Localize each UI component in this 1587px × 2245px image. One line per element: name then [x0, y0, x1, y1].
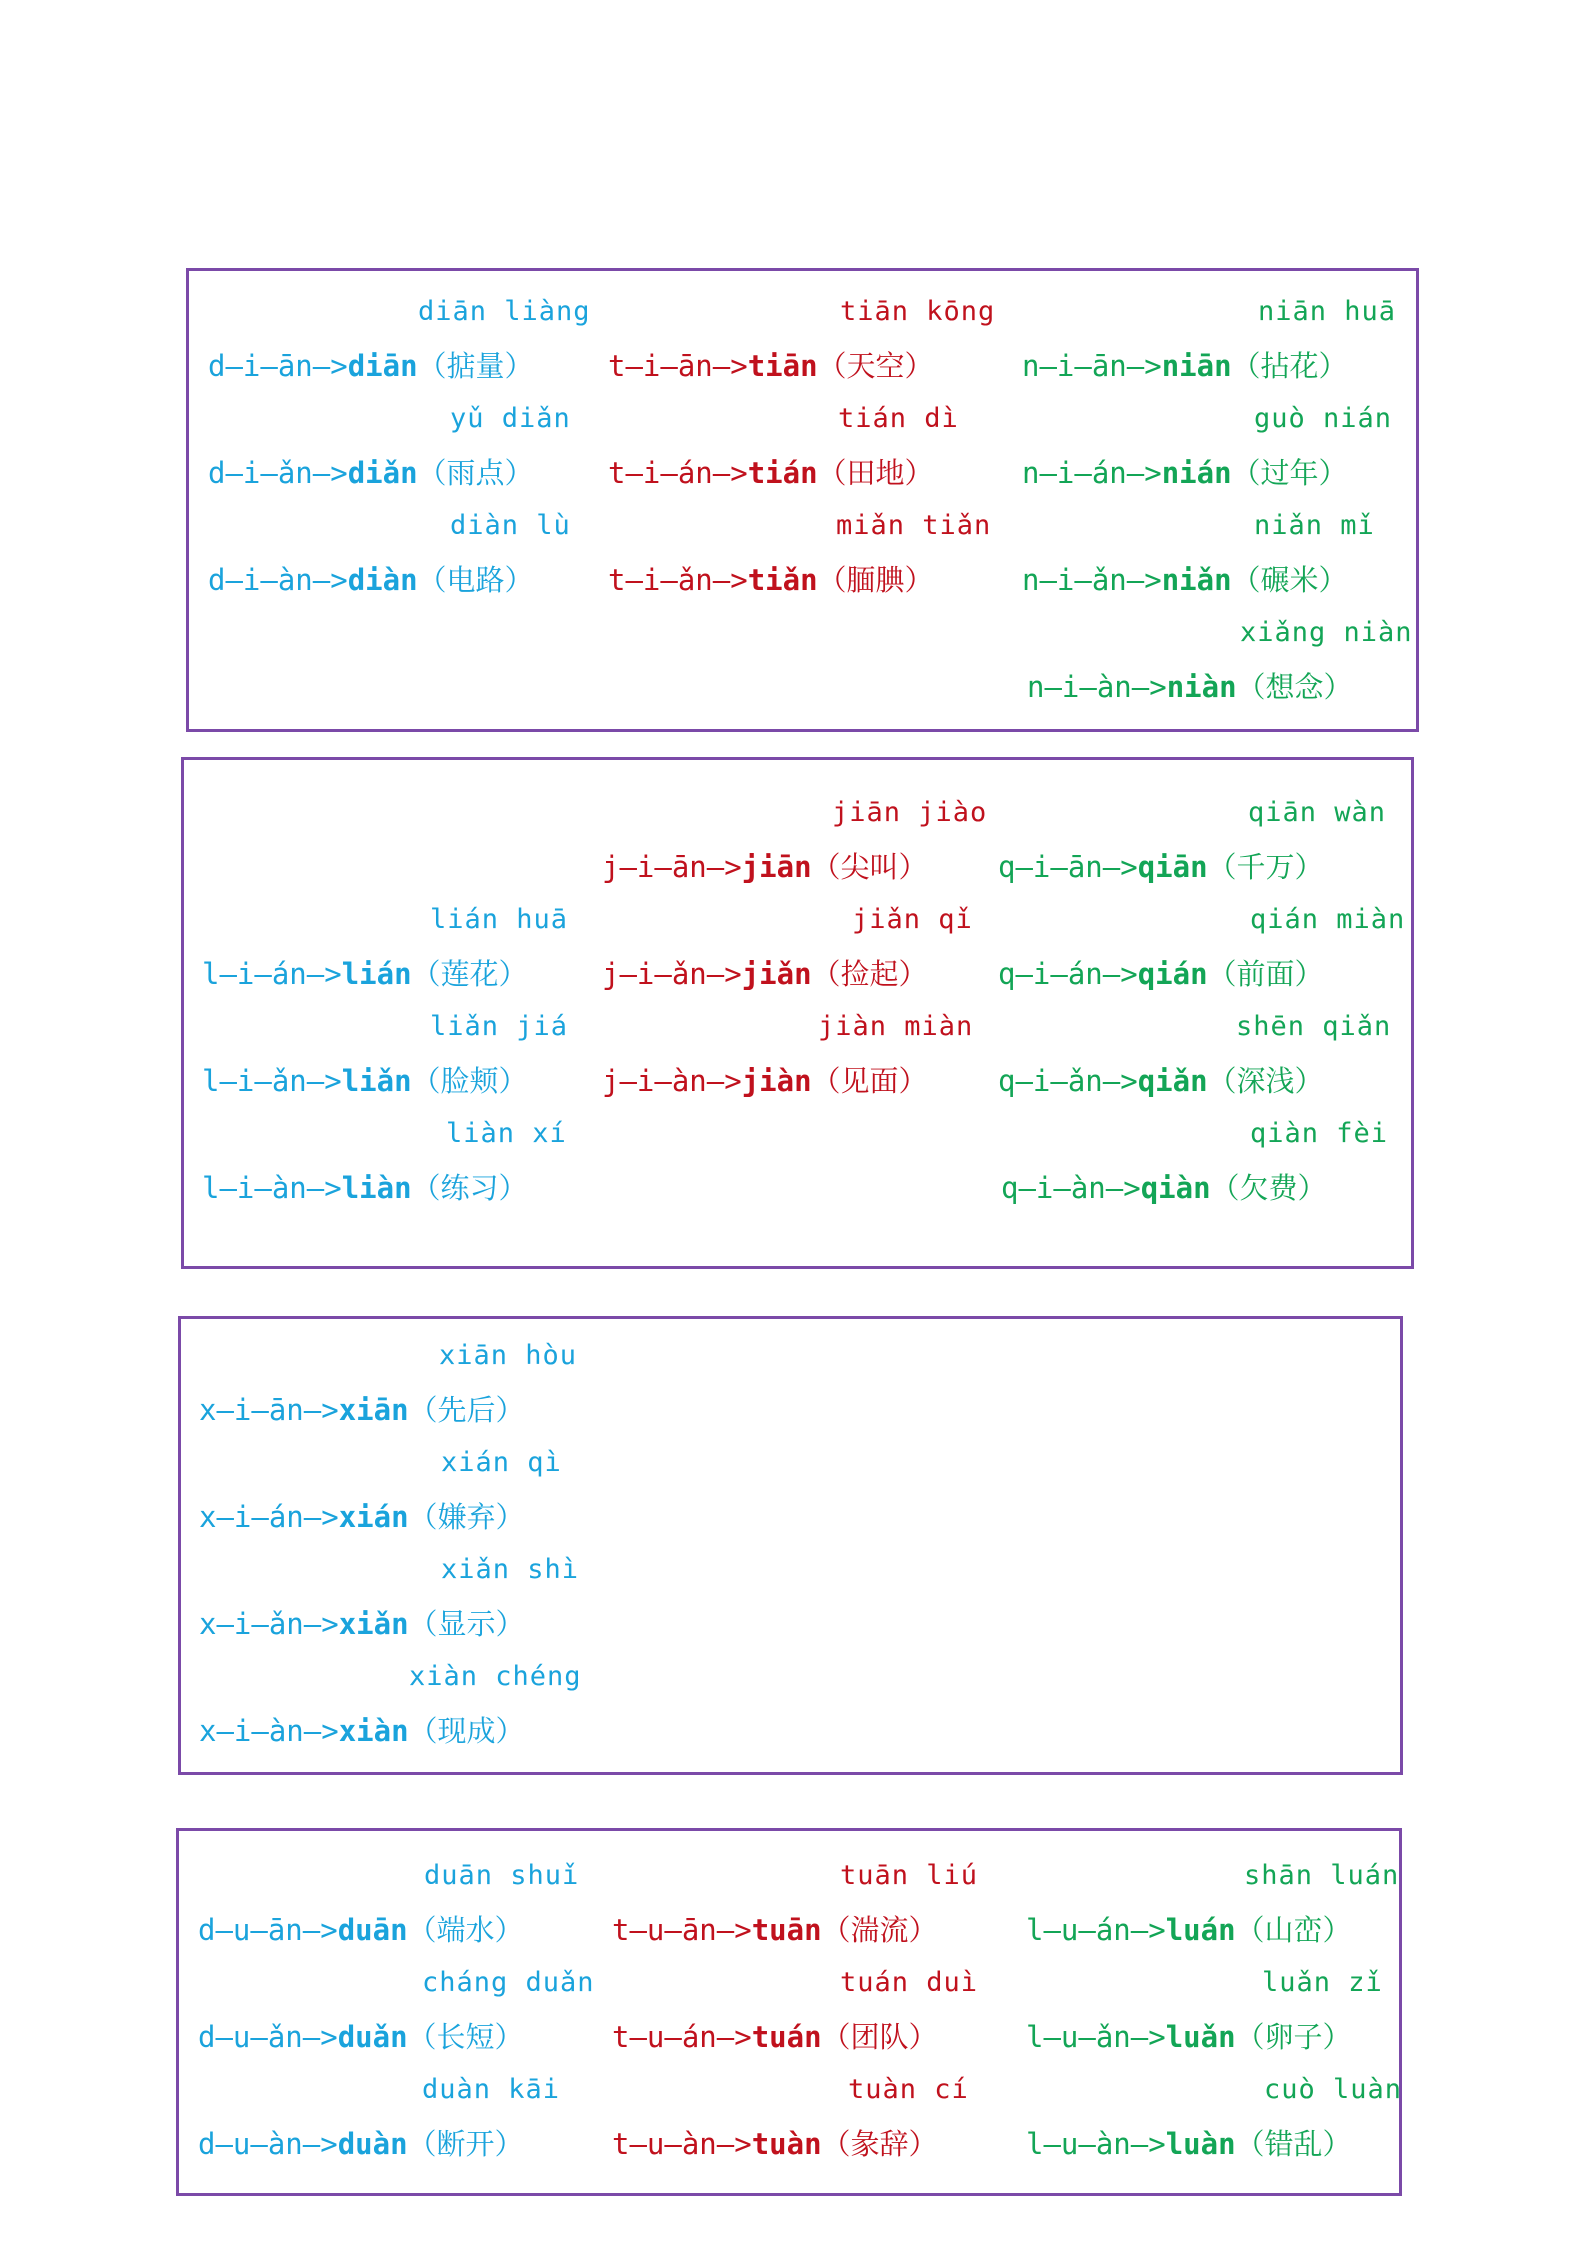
syllable-result: tiān [747, 349, 818, 383]
spelling-row [1026, 2122, 1352, 2163]
entry [198, 1860, 598, 1967]
pinyin-label: xiǎng niàn [1240, 617, 1413, 648]
syllable-result: duān [337, 1913, 408, 1947]
entry [208, 403, 608, 510]
spelling-row [1001, 1166, 1327, 1207]
entry [612, 1860, 1012, 1967]
entry [1022, 296, 1422, 403]
spelling-rule: j—i—ān—> [602, 850, 742, 884]
chinese-word: （显示） [408, 1607, 525, 1641]
spelling-rule: q—i—ǎn—> [998, 1064, 1138, 1098]
chinese-word: （断开） [407, 2127, 524, 2161]
syllable-result: diǎn [347, 456, 418, 490]
spelling-rule: t—i—ān—> [608, 349, 748, 383]
syllable-result: luǎn [1165, 2020, 1236, 2054]
pinyin-label: cuò luàn [1264, 2074, 1403, 2105]
syllable-result: duǎn [337, 2020, 408, 2054]
syllable-result: nián [1161, 456, 1232, 490]
chinese-word: （嫌弃） [408, 1500, 525, 1534]
chinese-word: （先后） [408, 1393, 525, 1427]
syllable-result: duàn [337, 2127, 408, 2161]
spelling-row [199, 1388, 525, 1429]
spelling-row [208, 344, 534, 385]
chinese-word: （莲花） [411, 957, 528, 991]
chinese-word: （前面） [1207, 957, 1324, 991]
chinese-word: （彖辞） [821, 2127, 938, 2161]
entry [199, 1340, 599, 1447]
syllable-result: qián [1137, 957, 1208, 991]
chinese-word: （捡起） [811, 957, 928, 991]
spelling-row [1022, 344, 1348, 385]
spelling-row [998, 952, 1324, 993]
syllable-result: qiǎn [1137, 1064, 1208, 1098]
entry [1026, 1967, 1426, 2074]
entry [608, 296, 1008, 403]
syllable-result: xiǎn [338, 1607, 409, 1641]
chinese-word: （腼腆） [817, 563, 934, 597]
entry [1022, 617, 1422, 724]
spelling-row [1022, 451, 1348, 492]
spelling-row [602, 1059, 928, 1100]
syllable-result: niǎn [1161, 563, 1232, 597]
spelling-rule: j—i—ǎn—> [602, 957, 742, 991]
spelling-rule: x—i—ān—> [199, 1393, 339, 1427]
entry [1022, 510, 1422, 617]
spelling-row [612, 2122, 938, 2163]
spelling-rule: x—i—ǎn—> [199, 1607, 339, 1641]
spelling-row [208, 558, 534, 599]
pinyin-label: duàn kāi [422, 2074, 561, 2105]
chinese-word: （天空） [817, 349, 934, 383]
spelling-row [602, 952, 928, 993]
pinyin-label: tiān kōng [840, 296, 996, 327]
spelling-rule: t—i—án—> [608, 456, 748, 490]
syllable-result: niàn [1166, 670, 1237, 704]
pinyin-label: diān liàng [418, 296, 591, 327]
spelling-rule: n—i—àn—> [1027, 670, 1167, 704]
spelling-rule: d—i—ǎn—> [208, 456, 348, 490]
chinese-word: （雨点） [417, 456, 534, 490]
spelling-rule: d—i—àn—> [208, 563, 348, 597]
spelling-rule: d—u—ān—> [198, 1913, 338, 1947]
pinyin-label: xiān hòu [439, 1340, 578, 1371]
spelling-rule: t—u—án—> [612, 2020, 752, 2054]
syllable-result: diàn [347, 563, 418, 597]
entry [608, 403, 1008, 510]
chinese-word: （练习） [411, 1171, 528, 1205]
chinese-word: （团队） [821, 2020, 938, 2054]
spelling-rule: t—u—ān—> [612, 1913, 752, 1947]
pinyin-label: liǎn jiá [430, 1011, 569, 1042]
syllable-result: jiǎn [741, 957, 812, 991]
spelling-row [612, 2015, 938, 2056]
pinyin-label: miǎn tiǎn [836, 510, 992, 541]
spelling-rule: q—i—ān—> [998, 850, 1138, 884]
pinyin-label: tián dì [838, 403, 959, 434]
spelling-rule: d—u—ǎn—> [198, 2020, 338, 2054]
entry [1026, 1860, 1426, 1967]
pinyin-label: qiān wàn [1248, 797, 1387, 828]
pinyin-label: tuān liú [840, 1860, 979, 1891]
chinese-word: （山峦） [1235, 1913, 1352, 1947]
spelling-row [1022, 558, 1348, 599]
spelling-rule: n—i—án—> [1022, 456, 1162, 490]
spelling-rule: l—u—ǎn—> [1026, 2020, 1166, 2054]
chinese-word: （碾米） [1231, 563, 1348, 597]
pinyin-label: xián qì [441, 1447, 562, 1478]
pinyin-label: qián miàn [1250, 904, 1406, 935]
pinyin-label: tuàn cí [848, 2074, 969, 2105]
chinese-word: （卵子） [1235, 2020, 1352, 2054]
spelling-row [208, 451, 534, 492]
chinese-word: （现成） [408, 1714, 525, 1748]
spelling-rule: q—i—àn—> [1001, 1171, 1141, 1205]
pinyin-label: jiān jiào [832, 797, 988, 828]
spelling-row [198, 1908, 524, 1949]
pinyin-label: guò nián [1254, 403, 1393, 434]
chinese-word: （想念） [1236, 670, 1353, 704]
syllable-result: lián [341, 957, 412, 991]
syllable-result: jiàn [741, 1064, 812, 1098]
chinese-word: （欠费） [1210, 1171, 1327, 1205]
spelling-row [608, 558, 934, 599]
entry [998, 1118, 1398, 1225]
spelling-rule: n—i—ān—> [1022, 349, 1162, 383]
spelling-row [608, 344, 934, 385]
entry [202, 1011, 602, 1118]
pinyin-label: xiàn chéng [409, 1661, 582, 1692]
entry [198, 2074, 598, 2181]
syllable-result: liàn [341, 1171, 412, 1205]
pinyin-label: luǎn zǐ [1262, 1967, 1383, 1998]
spelling-row [198, 2122, 524, 2163]
spelling-rule: d—i—ān—> [208, 349, 348, 383]
spelling-rule: t—i—ǎn—> [608, 563, 748, 597]
pinyin-label: niǎn mǐ [1254, 510, 1375, 541]
chinese-word: （电路） [417, 563, 534, 597]
spelling-row [202, 1059, 528, 1100]
syllable-result: qiān [1137, 850, 1208, 884]
chinese-word: （长短） [407, 2020, 524, 2054]
spelling-rule: l—u—án—> [1026, 1913, 1166, 1947]
spelling-rule: n—i—ǎn—> [1022, 563, 1162, 597]
syllable-result: tián [747, 456, 818, 490]
entry [199, 1661, 599, 1768]
entry [998, 1011, 1398, 1118]
pinyin-label: diàn lù [450, 510, 571, 541]
chinese-word: （掂量） [417, 349, 534, 383]
entry [602, 797, 1002, 904]
syllable-result: qiàn [1140, 1171, 1211, 1205]
pinyin-label: jiàn miàn [818, 1011, 974, 1042]
spelling-rule: d—u—àn—> [198, 2127, 338, 2161]
entry [612, 1967, 1012, 2074]
chinese-word: （脸颊） [411, 1064, 528, 1098]
pinyin-label: lián huā [430, 904, 569, 935]
syllable-result: xiān [338, 1393, 409, 1427]
spelling-row [608, 451, 934, 492]
syllable-result: tiǎn [747, 563, 818, 597]
syllable-result: jiān [741, 850, 812, 884]
spelling-row [1026, 1908, 1352, 1949]
spelling-row [602, 845, 928, 886]
spelling-row [1027, 665, 1353, 706]
spelling-row [199, 1709, 525, 1750]
entry [1022, 403, 1422, 510]
pinyin-label: niān huā [1258, 296, 1397, 327]
spelling-rule: l—i—àn—> [202, 1171, 342, 1205]
chinese-word: （错乱） [1235, 2127, 1352, 2161]
spelling-row [202, 1166, 528, 1207]
entry [199, 1447, 599, 1554]
spelling-row [202, 952, 528, 993]
spelling-row [1026, 2015, 1352, 2056]
entry [998, 797, 1398, 904]
spelling-row [998, 845, 1324, 886]
syllable-result: niān [1161, 349, 1232, 383]
pinyin-label: yǔ diǎn [450, 403, 571, 434]
chinese-word: （见面） [811, 1064, 928, 1098]
pinyin-label: xiǎn shì [441, 1554, 580, 1585]
pinyin-label: duān shuǐ [424, 1860, 580, 1891]
spelling-rule: x—i—án—> [199, 1500, 339, 1534]
spelling-rule: l—i—án—> [202, 957, 342, 991]
entry [208, 296, 608, 403]
chinese-word: （过年） [1231, 456, 1348, 490]
syllable-result: luàn [1165, 2127, 1236, 2161]
entry [608, 510, 1008, 617]
syllable-result: luán [1165, 1913, 1236, 1947]
entry [202, 1118, 602, 1225]
spelling-row [199, 1495, 525, 1536]
pinyin-label: shēn qiǎn [1236, 1011, 1392, 1042]
spelling-rule: t—u—àn—> [612, 2127, 752, 2161]
entry [612, 2074, 1012, 2181]
spelling-rule: x—i—àn—> [199, 1714, 339, 1748]
spelling-rule: l—u—àn—> [1026, 2127, 1166, 2161]
pinyin-label: jiǎn qǐ [852, 904, 973, 935]
spelling-rule: l—i—ǎn—> [202, 1064, 342, 1098]
syllable-result: xiàn [338, 1714, 409, 1748]
syllable-result: xián [338, 1500, 409, 1534]
syllable-result: liǎn [341, 1064, 412, 1098]
chinese-word: （尖叫） [811, 850, 928, 884]
spelling-row [199, 1602, 525, 1643]
spelling-row [612, 1908, 938, 1949]
spelling-rule: j—i—àn—> [602, 1064, 742, 1098]
pinyin-label: tuán duì [840, 1967, 979, 1998]
syllable-result: diān [347, 349, 418, 383]
pinyin-label: qiàn fèi [1250, 1118, 1389, 1149]
chinese-word: （拈花） [1231, 349, 1348, 383]
entry [202, 904, 602, 1011]
entry [208, 510, 608, 617]
entry [998, 904, 1406, 1011]
syllable-result: tuàn [751, 2127, 822, 2161]
pinyin-label: cháng duǎn [422, 1967, 595, 1998]
chinese-word: （田地） [817, 456, 934, 490]
spelling-row [998, 1059, 1324, 1100]
entry [199, 1554, 599, 1661]
spelling-row [198, 2015, 524, 2056]
pinyin-label: shān luán [1244, 1860, 1400, 1891]
chinese-word: （深浅） [1207, 1064, 1324, 1098]
spelling-rule: q—i—án—> [998, 957, 1138, 991]
entry [1026, 2074, 1426, 2181]
syllable-result: tuán [751, 2020, 822, 2054]
pinyin-label: liàn xí [446, 1118, 567, 1149]
entry [602, 904, 1002, 1011]
chinese-word: （湍流） [821, 1913, 938, 1947]
entry [198, 1967, 598, 2074]
chinese-word: （千万） [1207, 850, 1324, 884]
chinese-word: （端水） [407, 1913, 524, 1947]
syllable-result: tuān [751, 1913, 822, 1947]
entry [602, 1011, 1002, 1118]
